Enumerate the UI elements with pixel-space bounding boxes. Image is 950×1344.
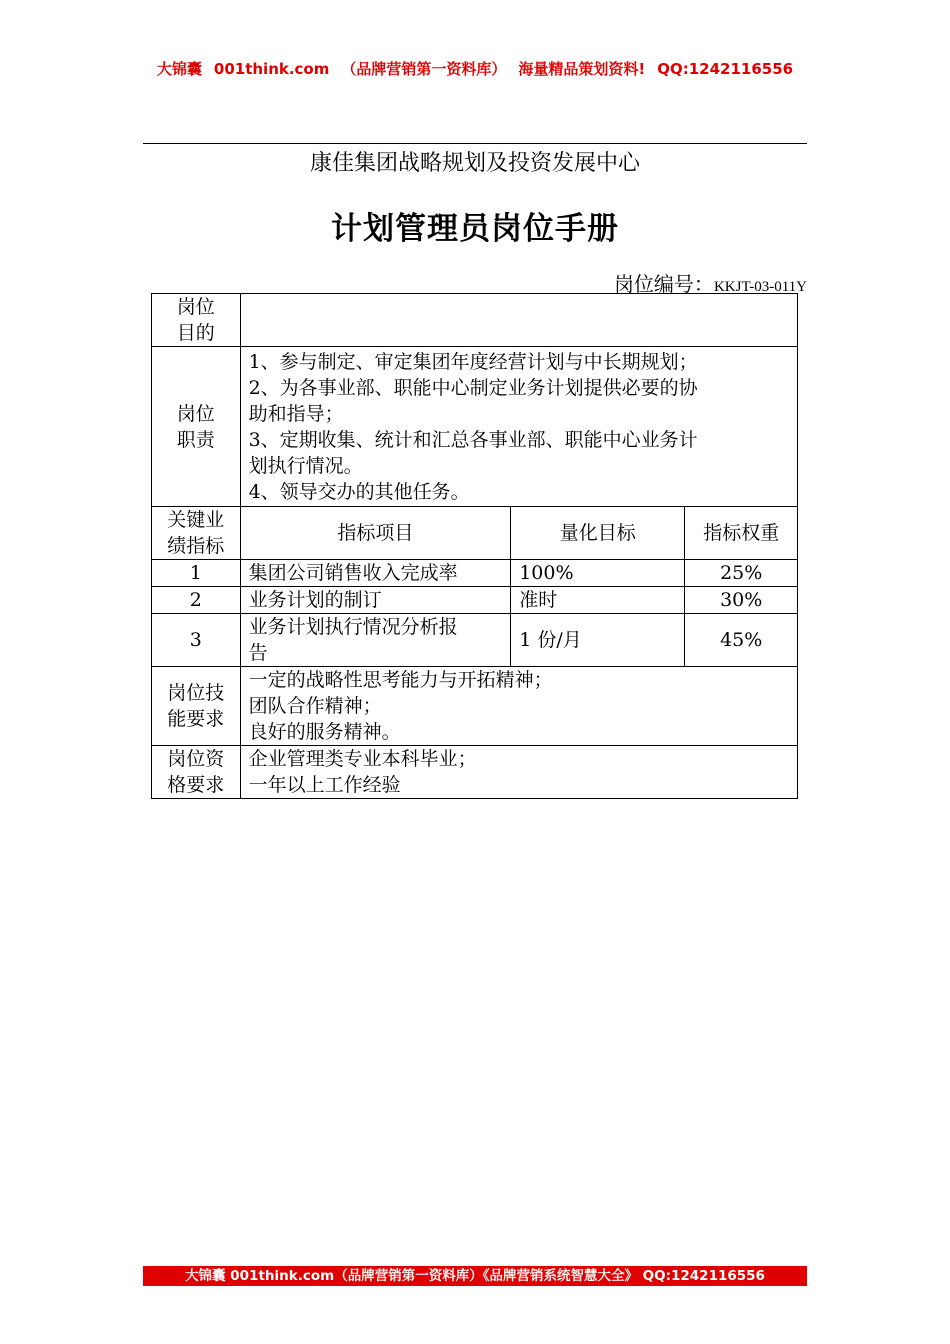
label-line: 绩指标 (167, 535, 225, 557)
qualifications-content (240, 746, 797, 799)
skill-line: 团队合作精神； (248, 695, 382, 717)
skills-content (240, 667, 797, 746)
post-code-value: KKJT-03-011Y (713, 279, 807, 295)
label-line: 职责 (176, 428, 215, 451)
header-slogan: 海量精品策划资料! (518, 60, 646, 78)
qualifications-row (152, 746, 798, 799)
header-qq: QQ:1242116556 (657, 60, 794, 78)
duty-line: 1、参与制定、审定集团年度经营计划与中长期规划； (248, 351, 698, 373)
kpi-item-line: 业务计划执行情况分析报 (248, 616, 458, 638)
skills-label (152, 667, 241, 746)
header-tagline: （品牌营销第一资料库） (341, 60, 507, 78)
kpi-weight: 45% (685, 614, 798, 667)
doc-title: 计划管理员岗位手册 (331, 211, 619, 247)
kpi-row (152, 587, 798, 614)
kpi-no: 2 (152, 587, 241, 614)
top-divider (143, 143, 807, 144)
kpi-item: 集团公司销售收入完成率 (240, 560, 511, 587)
qualifications-label (152, 746, 241, 799)
purpose-label (152, 294, 241, 347)
duty-line: 助和指导； (248, 403, 344, 425)
header-site-link[interactable]: 001think.com (213, 60, 330, 78)
header-banner (0, 58, 950, 79)
label-line: 格要求 (167, 774, 225, 796)
kpi-row (152, 614, 798, 667)
footer-banner: 大锦囊 001think.com（品牌营销第一资料库）《品牌营销系统智慧大全》 QQ:1242116556 (143, 1266, 807, 1286)
label-line: 能要求 (167, 708, 225, 730)
label-line: 岗位 (176, 296, 215, 318)
duty-line: 4、领导交办的其他任务。 (248, 481, 470, 503)
kpi-header-weight: 指标权重 (685, 507, 798, 560)
org-name: 康佳集团战略规划及投资发展中心 (309, 151, 640, 176)
purpose-content (240, 294, 797, 347)
purpose-row (152, 294, 798, 347)
kpi-header-item: 指标项目 (240, 507, 511, 560)
qualification-line: 企业管理类专业本科毕业； (248, 748, 477, 770)
label-line: 岗位技 (167, 682, 225, 704)
header-brand: 大锦囊 (156, 60, 202, 78)
label-line: 岗位 (176, 402, 215, 425)
job-manual-table (151, 293, 798, 799)
duties-row (152, 347, 798, 507)
kpi-row (152, 560, 798, 587)
kpi-header-row (152, 507, 798, 560)
qualification-line: 一年以上工作经验 (248, 774, 401, 796)
duty-line: 2、为各事业部、职能中心制定业务计划提供必要的协 (248, 377, 698, 399)
label-line: 关键业 (167, 509, 225, 531)
kpi-weight: 25% (685, 560, 798, 587)
kpi-item-line: 告 (248, 642, 268, 664)
duty-line: 划执行情况。 (248, 455, 363, 477)
kpi-header-target: 量化目标 (511, 507, 685, 560)
kpi-target: 准时 (511, 587, 685, 614)
label-line: 目的 (176, 322, 215, 344)
skill-line: 良好的服务精神。 (248, 721, 401, 743)
kpi-no: 1 (152, 560, 241, 587)
label-line: 岗位资 (167, 748, 225, 770)
kpi-target: 1 份/月 (511, 614, 685, 667)
duties-label (152, 347, 241, 507)
kpi-target: 100% (511, 560, 685, 587)
duties-content (240, 347, 797, 507)
skill-line: 一定的战略性思考能力与开拓精神； (248, 669, 553, 691)
post-code-label: 岗位编号： (613, 272, 714, 296)
kpi-item (240, 614, 511, 667)
kpi-no: 3 (152, 614, 241, 667)
skills-row (152, 667, 798, 746)
kpi-weight: 30% (685, 587, 798, 614)
duty-line: 3、定期收集、统计和汇总各事业部、职能中心业务计 (248, 429, 698, 451)
kpi-label (152, 507, 241, 560)
kpi-item: 业务计划的制订 (240, 587, 511, 614)
